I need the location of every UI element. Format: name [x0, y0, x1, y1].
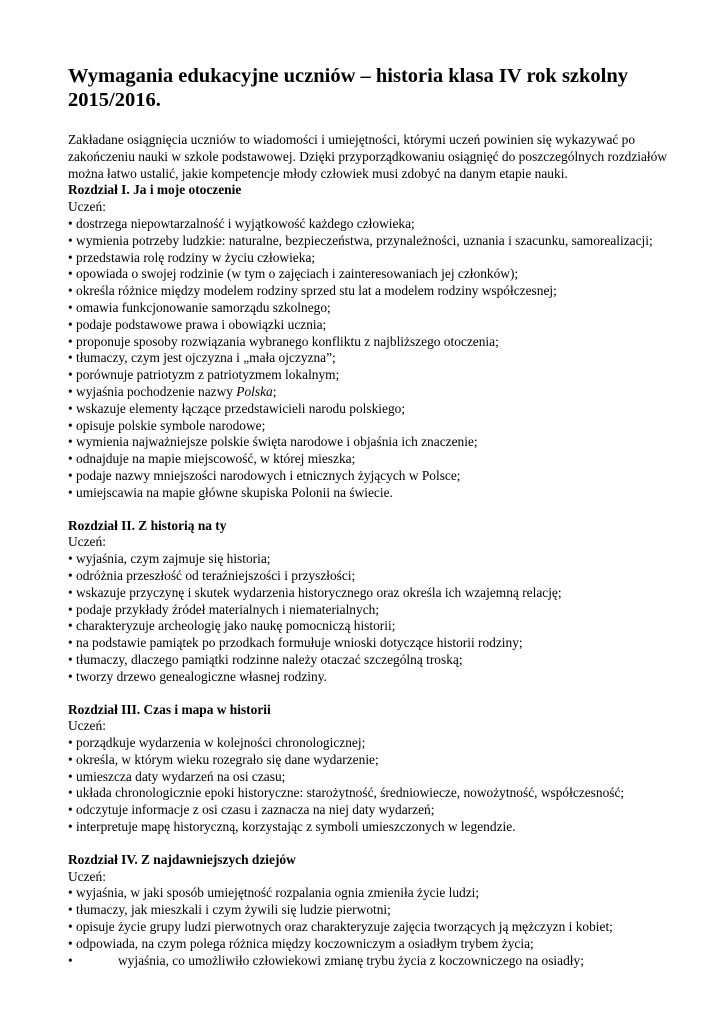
list-item: • proponuje sposoby rozwiązania wybranego konfliktu z najbliższego otoczenia;	[68, 333, 499, 349]
section-title: Rozdział III. Czas i mapa w historii	[68, 701, 271, 717]
list-item: • tłumaczy, czym jest ojczyzna i „mała ojczyzna”;	[68, 350, 336, 366]
list-item: • opisuje życie grupy ludzi pierwotnych oraz charakteryzuje zajęcia tworzących ją mężczyzn i kobiet;	[68, 919, 613, 935]
list-item: • określa, w którym wieku rozegrało się dane wydarzenie;	[68, 751, 379, 767]
list-item: • tworzy drzewo genealogiczne własnej rodziny.	[68, 668, 327, 684]
list-item: • podaje przykłady źródeł materialnych i niematerialnych;	[68, 601, 380, 617]
requirement-list	[68, 551, 672, 685]
list-item: • umiejscawia na mapie główne skupiska Polonii na świecie.	[68, 484, 393, 500]
list-item: • wymienia potrzeby ludzkie: naturalne, bezpieczeństwa, przynależności, uznania i szacunku, samorealizacji;	[68, 232, 653, 248]
list-item: • odnajduje na mapie miejscowość, w której mieszka;	[68, 451, 356, 467]
requirement-list	[68, 885, 672, 969]
list-item: • wskazuje przyczynę i skutek wydarzenia historycznego oraz określa ich wzajemną relację;	[68, 584, 562, 600]
section-lead: Uczeń:	[68, 199, 106, 215]
requirement-list	[68, 216, 672, 502]
list-item: • wyjaśnia, w jaki sposób umiejętność rozpalania ognia zmieniła życie ludzi;	[68, 885, 480, 901]
italic-word: Polska	[236, 383, 273, 399]
list-item: • układa chronologicznie epoki historyczne: starożytność, średniowiecze, nowożytność, współczesność;	[68, 785, 625, 801]
list-item: • umieszcza daty wydarzeń na osi czasu;	[68, 768, 286, 784]
section-title: Rozdział II. Z historią na ty	[68, 517, 227, 533]
section-1	[68, 182, 672, 501]
list-item: • wyjaśnia, czym zajmuje się historia;	[68, 551, 271, 567]
section-lead: Uczeń:	[68, 868, 106, 884]
list-item: • dostrzega niepowtarzalność i wyjątkowość każdego człowieka;	[68, 215, 415, 231]
list-item: • odpowiada, na czym polega różnica między koczowniczym a osiadłym trybem życia;	[68, 935, 534, 951]
section-4	[68, 852, 672, 970]
list-item: • opisuje polskie symbole narodowe;	[68, 417, 266, 433]
list-item: • charakteryzuje archeologię jako naukę pomocniczą historii;	[68, 618, 396, 634]
list-item: • omawia funkcjonowanie samorządu szkolnego;	[68, 299, 331, 315]
section-lead: Uczeń:	[68, 718, 106, 734]
list-item: • przedstawia rolę rodziny w życiu człowieka;	[68, 249, 316, 265]
list-item: • wymienia najważniejsze polskie święta narodowe i objaśnia ich znaczenie;	[68, 434, 478, 450]
list-item: • tłumaczy, dlaczego pamiątki rodzinne należy otaczać szczególną troską;	[68, 651, 463, 667]
list-item: • porządkuje wydarzenia w kolejności chronologicznej;	[68, 735, 366, 751]
section-2	[68, 518, 672, 686]
list-item-polska: • wyjaśnia pochodzenie nazwy Polska;	[68, 383, 277, 399]
list-item: • określa różnice między modelem rodziny sprzed stu lat a modelem rodziny współczesnej;	[68, 283, 557, 299]
requirement-list	[68, 735, 672, 836]
list-item-text: wyjaśnia, co umożliwiło człowiekowi zmianę trybu życia z koczowniczego na osiadły;	[118, 952, 584, 968]
list-item: • wskazuje elementy łączące przedstawicieli narodu polskiego;	[68, 400, 406, 416]
list-item: • podaje podstawowe prawa i obowiązki ucznia;	[68, 316, 327, 332]
list-item: • na podstawie pamiątek po przodkach formułuje wnioski dotyczące historii rodziny;	[68, 635, 523, 651]
section-3	[68, 702, 672, 836]
list-item: • odróżnia przeszłość od teraźniejszości i przyszłości;	[68, 567, 356, 583]
list-item: • porównuje patriotyzm z patriotyzmem lokalnym;	[68, 367, 340, 383]
list-item-tabbed	[68, 953, 672, 970]
bullet: •	[68, 952, 73, 968]
section-title: Rozdział IV. Z najdawniejszych dziejów	[68, 851, 296, 867]
intro-paragraph: Zakładane osiągnięcia uczniów to wiadomości i umiejętności, którymi uczeń powinien się wykazywać po zakończeniu nauki w szkole podstawowej. Dzięki przyporządkowaniu osiągnięć do poszczególnych rozdziałów można łatwo ustalić, jakie kompetencje młody człowiek musi zdobyć na danym etapie nauki.	[68, 132, 668, 181]
list-item: • odczytuje informacje z osi czasu i zaznacza na niej daty wydarzeń;	[68, 802, 435, 818]
document-title: Wymagania edukacyjne uczniów – historia klasa IV rok szkolny 2015/2016.	[68, 65, 629, 111]
section-lead: Uczeń:	[68, 534, 106, 550]
section-title: Rozdział I. Ja i moje otoczenie	[68, 182, 242, 198]
list-item: • opowiada o swojej rodzinie (w tym o zajęciach i zainteresowaniach jej członków);	[68, 266, 519, 282]
list-item: • interpretuje mapę historyczną, korzystając z symboli umieszczonych w legendzie.	[68, 819, 516, 835]
list-item: • podaje nazwy mniejszości narodowych i etnicznych żyjących w Polsce;	[68, 467, 461, 483]
list-item: • tłumaczy, jak mieszkali i czym żywili się ludzie pierwotni;	[68, 902, 391, 918]
